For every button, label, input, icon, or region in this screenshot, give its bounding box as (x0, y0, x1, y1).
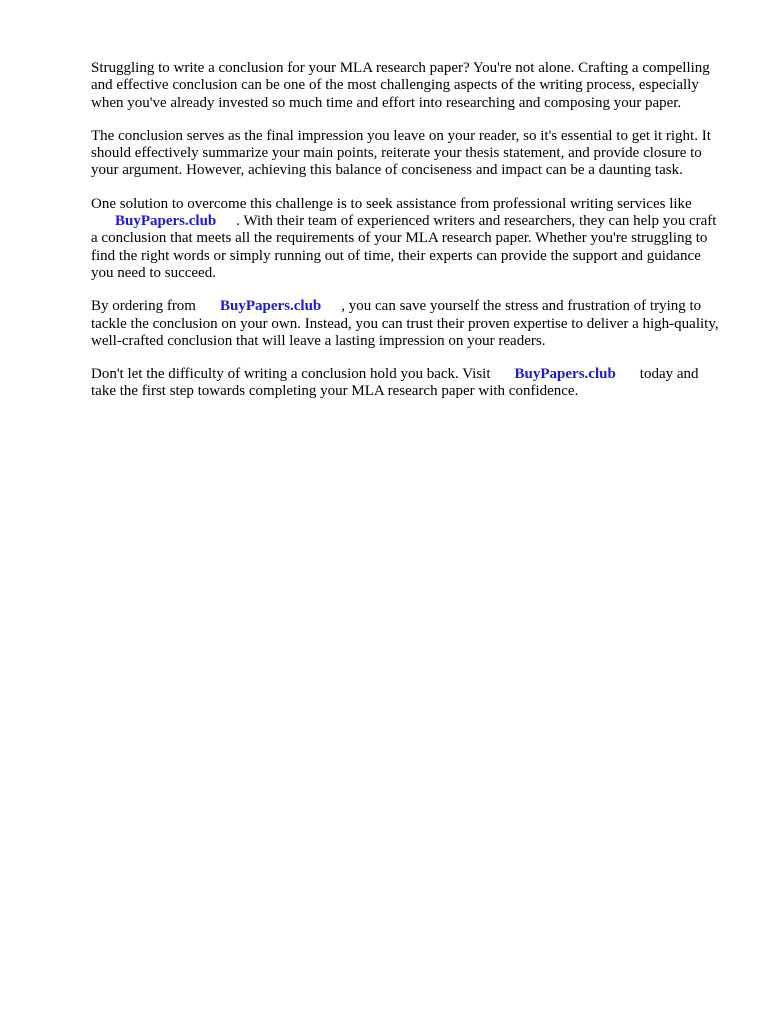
buypapers-link-3[interactable]: BuyPapers.club (514, 366, 616, 383)
paragraph-visit-lead: Don't let the difficulty of writing a conclusion hold you back. Visit (91, 366, 491, 383)
paragraph-final-impression: The conclusion serves as the final impression you leave on your reader, so it's essential to get it right. It should effectively summarize your main points, reiterate your thesis statement, and provide closure to your argument. However, achieving this balance of conciseness and impact can be a daunting task. (91, 127, 711, 179)
paragraph-solution-rest: . With their team of experienced writers and researchers, they can help you craft a conclusion that meets all the requirements of your MLA research paper. Whether you're struggling to find the right words or simply running out of time, their experts can provide the support and guidance you need to succeed. (91, 213, 717, 281)
paragraph-solution (91, 196, 723, 282)
paragraph-ordering (91, 298, 723, 350)
paragraph-ordering-lead: By ordering from (91, 298, 196, 315)
buypapers-link-2[interactable]: BuyPapers.club (219, 298, 322, 315)
paragraph-solution-lead: One solution to overcome this challenge is to seek assistance from professional writing services like (91, 195, 692, 212)
paragraph-visit (91, 366, 723, 401)
buypapers-link-1[interactable]: BuyPapers.club (115, 213, 217, 230)
document-body (91, 60, 723, 417)
paragraph-visit-rest: today and take the first step towards completing your MLA research paper with confidence. (91, 366, 699, 400)
paragraph-intro: Struggling to write a conclusion for your MLA research paper? You're not alone. Crafting a compelling and effective conclusion can be one of the most challenging aspects of the writing process, especially when you've already invested so much time and effort into researching and composing your paper. (91, 60, 710, 111)
paragraph-ordering-rest: , you can save yourself the stress and frustration of trying to tackle the conclusion on your own. Instead, you can trust their proven expertise to deliver a high-quality, well-crafted conclusion that will leave a lasting impression on your readers. (91, 298, 719, 349)
